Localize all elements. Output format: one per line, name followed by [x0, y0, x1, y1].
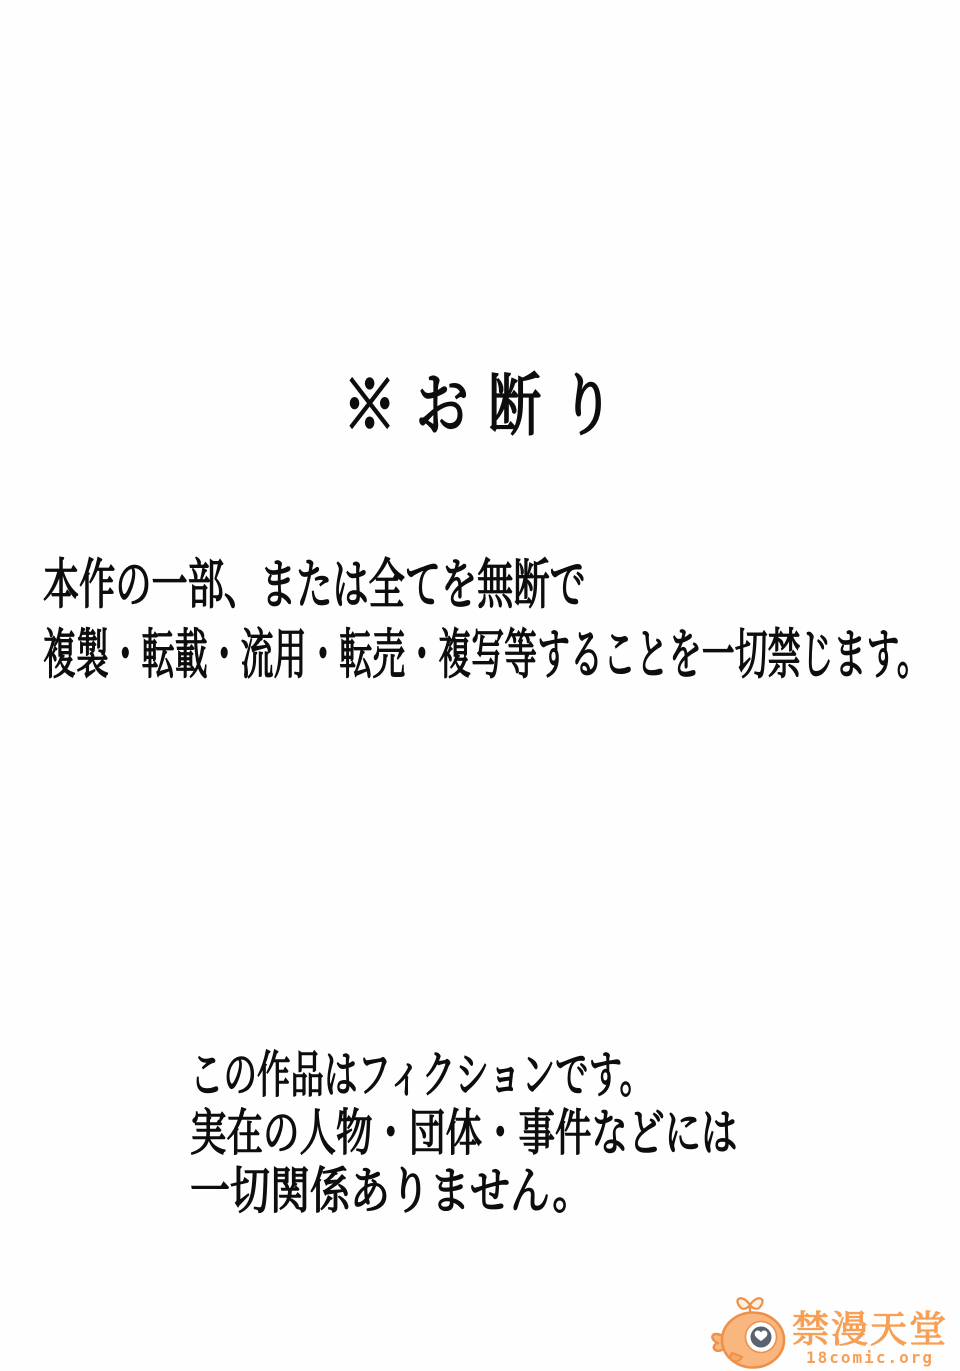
whale-mascot-icon — [708, 1291, 790, 1369]
mascot-bow-left — [737, 1298, 750, 1309]
mascot-bow-right — [750, 1298, 763, 1309]
site-name: 禁漫天堂 — [792, 1309, 948, 1350]
fiction-disclaimer-line-1: この作品はフィクションです。 — [190, 1047, 653, 1103]
fiction-disclaimer-line-3: 一切関係ありません。 — [190, 1163, 593, 1219]
fiction-disclaimer — [190, 1046, 940, 1220]
watermark-text — [792, 1311, 948, 1369]
site-url: 18comic.org — [806, 1348, 934, 1367]
fiction-disclaimer-line-2: 実在の人物・団体・事件などには — [190, 1105, 738, 1161]
copyright-notice-line-1: 本作の一部、または全てを無断で — [43, 555, 586, 615]
page-title: ※ お 断 り — [343, 368, 617, 444]
site-watermark — [708, 1291, 948, 1369]
copyright-notice — [43, 550, 960, 690]
copyright-notice-line-2: 複製・転載・流用・転売・複写等することを一切禁じます。 — [43, 625, 930, 685]
